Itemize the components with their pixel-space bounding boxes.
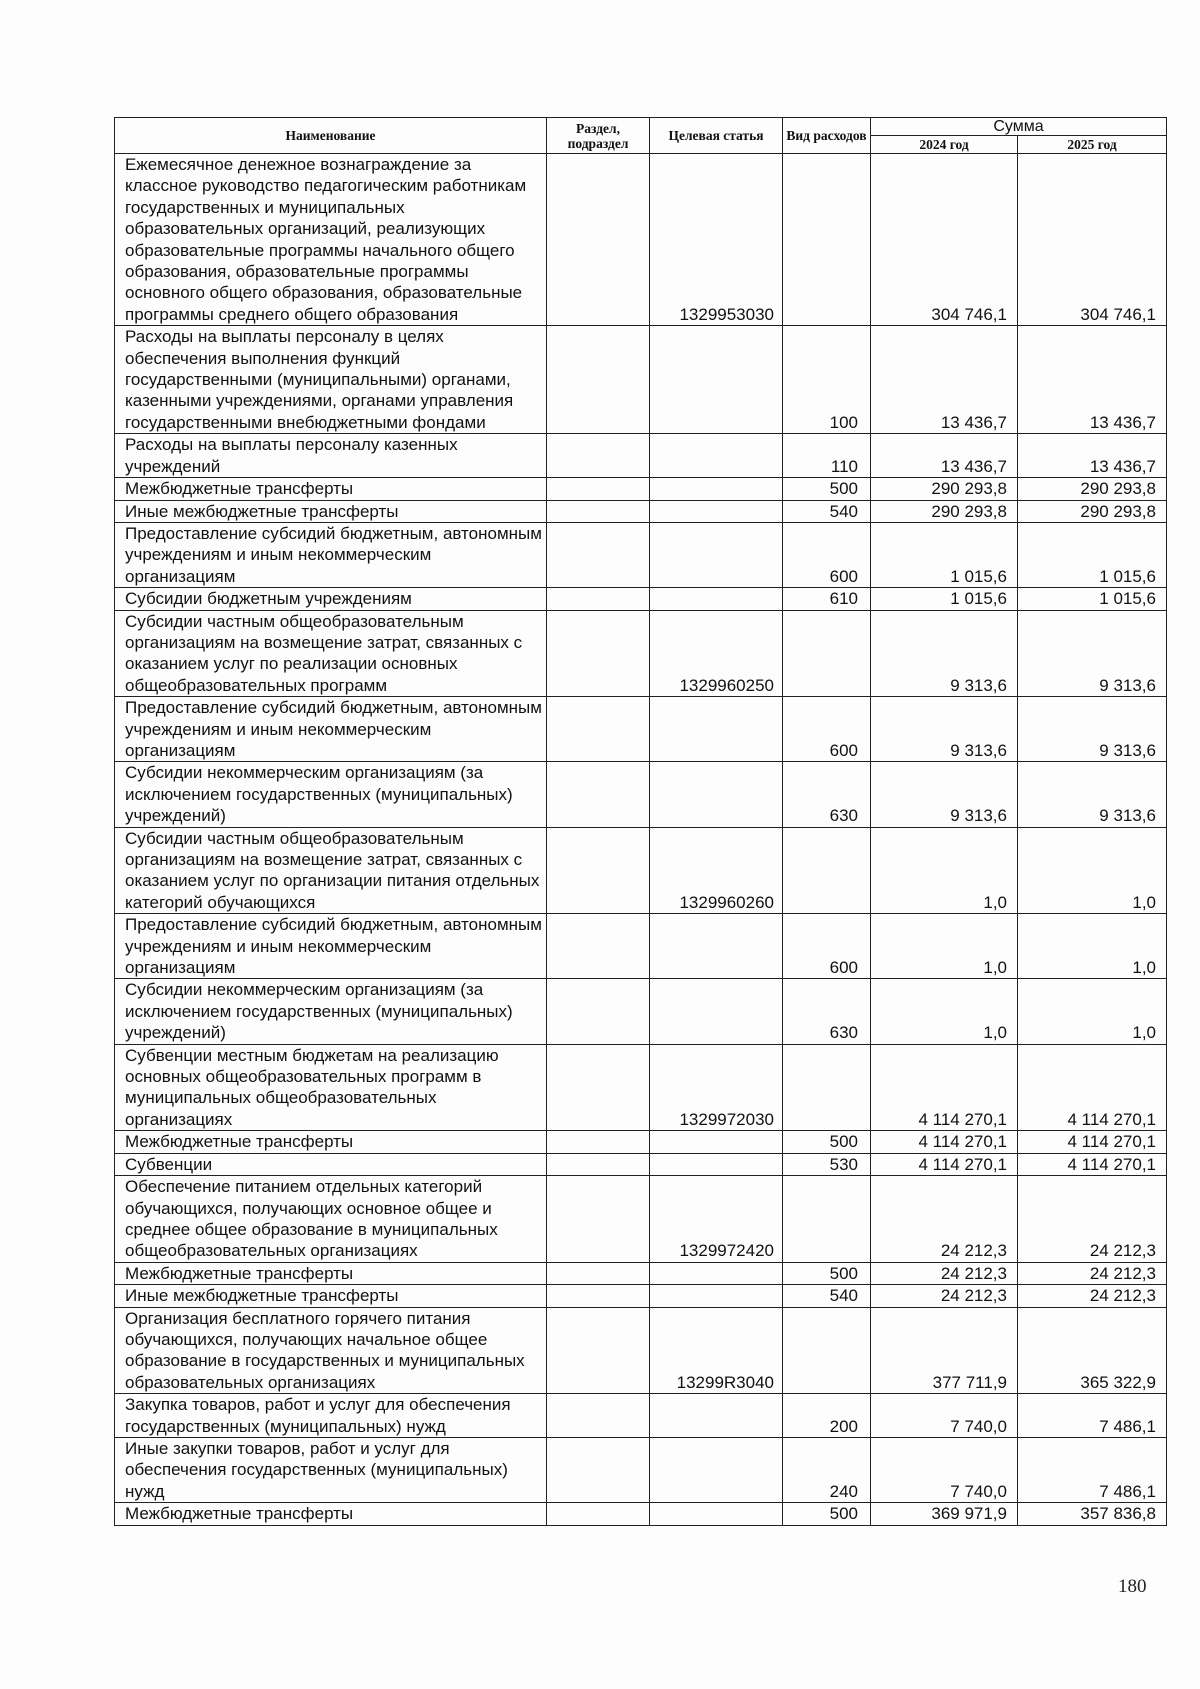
name-cell: Ежемесячное денежное вознаграждение за классное руководство педагогическим работникам государственных и муниципальных образовательных организаций, реализующих образовательные программы начального общего образования, образовательные программы основного общего образования, образовательные программы среднего общего образования [115, 154, 547, 326]
name-cell: Субсидии бюджетным учреждениям [115, 588, 547, 610]
razdel-cell [547, 522, 650, 587]
amount-2024-cell: 1,0 [871, 979, 1018, 1044]
name-cell: Организация бесплатного горячего питания обучающихся, получающих начальное общее образование в государственных и муниципальных образовательных организациях [115, 1307, 547, 1394]
celevaya-cell: 13299R3040 [650, 1307, 783, 1394]
razdel-cell [547, 979, 650, 1044]
amount-2025-cell: 24 212,3 [1018, 1262, 1167, 1284]
table-row [115, 914, 1167, 979]
vid-cell [783, 1044, 871, 1131]
razdel-cell [547, 1503, 650, 1525]
razdel-cell [547, 1285, 650, 1307]
table-row [115, 1437, 1167, 1502]
amount-2024-cell: 290 293,8 [871, 478, 1018, 500]
amount-2024-cell: 7 740,0 [871, 1437, 1018, 1502]
name-cell: Межбюджетные трансферты [115, 1262, 547, 1284]
table-row [115, 522, 1167, 587]
razdel-cell [547, 478, 650, 500]
name-cell: Иные закупки товаров, работ и услуг для обеспечения государственных (муниципальных) нужд [115, 1437, 547, 1502]
table-row [115, 1176, 1167, 1263]
name-cell: Расходы на выплаты персоналу казенных учреждений [115, 434, 547, 478]
amount-2025-cell: 1 015,6 [1018, 588, 1167, 610]
vid-cell [783, 154, 871, 326]
vid-cell: 630 [783, 979, 871, 1044]
vid-cell: 500 [783, 1262, 871, 1284]
name-cell: Предоставление субсидий бюджетным, автономным учреждениям и иным некоммерческим организациям [115, 522, 547, 587]
vid-cell: 200 [783, 1394, 871, 1438]
name-cell: Субвенции [115, 1153, 547, 1175]
table-row [115, 1153, 1167, 1175]
table-row [115, 326, 1167, 434]
amount-2025-cell: 9 313,6 [1018, 762, 1167, 827]
celevaya-cell [650, 1503, 783, 1525]
name-cell: Межбюджетные трансферты [115, 478, 547, 500]
razdel-cell [547, 434, 650, 478]
name-cell: Иные межбюджетные трансферты [115, 1285, 547, 1307]
amount-2024-cell: 9 313,6 [871, 610, 1018, 697]
name-cell: Межбюджетные трансферты [115, 1131, 547, 1153]
amount-2025-cell: 290 293,8 [1018, 478, 1167, 500]
vid-cell: 540 [783, 500, 871, 522]
amount-2024-cell: 304 746,1 [871, 154, 1018, 326]
amount-2024-cell: 7 740,0 [871, 1394, 1018, 1438]
celevaya-cell [650, 1153, 783, 1175]
name-cell: Закупка товаров, работ и услуг для обеспечения государственных (муниципальных) нужд [115, 1394, 547, 1438]
amount-2025-cell: 13 436,7 [1018, 326, 1167, 434]
razdel-cell [547, 1131, 650, 1153]
razdel-cell [547, 1307, 650, 1394]
table-row [115, 762, 1167, 827]
amount-2025-cell: 4 114 270,1 [1018, 1044, 1167, 1131]
amount-2025-cell: 7 486,1 [1018, 1394, 1167, 1438]
name-cell: Обеспечение питанием отдельных категорий обучающихся, получающих основное общее и среднее общее образование в муниципальных общеобразовательных организациях [115, 1176, 547, 1263]
amount-2024-cell: 4 114 270,1 [871, 1153, 1018, 1175]
name-cell: Расходы на выплаты персоналу в целях обеспечения выполнения функций государственными (муниципальными) органами, казенными учреждениями, органами управления государственными внебюджетными фондами [115, 326, 547, 434]
celevaya-cell [650, 1262, 783, 1284]
vid-cell [783, 827, 871, 914]
celevaya-cell: 1329960260 [650, 827, 783, 914]
razdel-cell [547, 588, 650, 610]
celevaya-cell: 1329972420 [650, 1176, 783, 1263]
celevaya-cell: 1329972030 [650, 1044, 783, 1131]
celevaya-cell: 1329960250 [650, 610, 783, 697]
amount-2024-cell: 1 015,6 [871, 588, 1018, 610]
name-cell: Субсидии частным общеобразовательным организациям на возмещение затрат, связанных с оказанием услуг по реализации основных общеобразовательных программ [115, 610, 547, 697]
header-vid: Вид расходов [783, 118, 871, 154]
razdel-cell [547, 610, 650, 697]
amount-2025-cell: 1,0 [1018, 979, 1167, 1044]
amount-2025-cell: 7 486,1 [1018, 1437, 1167, 1502]
celevaya-cell [650, 979, 783, 1044]
vid-cell: 540 [783, 1285, 871, 1307]
table-row [115, 979, 1167, 1044]
table-header [115, 118, 1167, 154]
razdel-cell [547, 1044, 650, 1131]
table-row [115, 1394, 1167, 1438]
vid-cell: 600 [783, 522, 871, 587]
celevaya-cell [650, 914, 783, 979]
razdel-cell [547, 1394, 650, 1438]
razdel-cell [547, 1262, 650, 1284]
celevaya-cell [650, 478, 783, 500]
amount-2025-cell: 1 015,6 [1018, 522, 1167, 587]
razdel-cell [547, 1153, 650, 1175]
celevaya-cell [650, 1394, 783, 1438]
vid-cell [783, 610, 871, 697]
vid-cell: 610 [783, 588, 871, 610]
vid-cell: 530 [783, 1153, 871, 1175]
amount-2025-cell: 1,0 [1018, 914, 1167, 979]
vid-cell: 600 [783, 697, 871, 762]
table-row [115, 478, 1167, 500]
amount-2025-cell: 357 836,8 [1018, 1503, 1167, 1525]
amount-2024-cell: 13 436,7 [871, 326, 1018, 434]
header-year-2024: 2024 год [871, 136, 1018, 154]
name-cell: Субсидии частным общеобразовательным организациям на возмещение затрат, связанных с оказанием услуг по организации питания отдельных категорий обучающихся [115, 827, 547, 914]
table-row [115, 1285, 1167, 1307]
amount-2025-cell: 24 212,3 [1018, 1176, 1167, 1263]
amount-2024-cell: 377 711,9 [871, 1307, 1018, 1394]
table-row [115, 827, 1167, 914]
razdel-cell [547, 697, 650, 762]
razdel-cell [547, 154, 650, 326]
name-cell: Субсидии некоммерческим организациям (за исключением государственных (муниципальных) учреждений) [115, 762, 547, 827]
table-body [115, 154, 1167, 1526]
celevaya-cell [650, 762, 783, 827]
vid-cell: 500 [783, 1503, 871, 1525]
vid-cell: 500 [783, 478, 871, 500]
amount-2025-cell: 4 114 270,1 [1018, 1131, 1167, 1153]
amount-2024-cell: 4 114 270,1 [871, 1131, 1018, 1153]
table-row [115, 610, 1167, 697]
celevaya-cell [650, 500, 783, 522]
header-year-2025: 2025 год [1018, 136, 1167, 154]
celevaya-cell [650, 326, 783, 434]
amount-2025-cell: 4 114 270,1 [1018, 1153, 1167, 1175]
table-row [115, 697, 1167, 762]
vid-cell: 110 [783, 434, 871, 478]
budget-table [114, 117, 1167, 1526]
amount-2024-cell: 290 293,8 [871, 500, 1018, 522]
amount-2024-cell: 24 212,3 [871, 1285, 1018, 1307]
razdel-cell [547, 827, 650, 914]
name-cell: Межбюджетные трансферты [115, 1503, 547, 1525]
header-summa: Сумма [871, 118, 1167, 136]
name-cell: Иные межбюджетные трансферты [115, 500, 547, 522]
header-razdel: Раздел, подраздел [547, 118, 650, 154]
amount-2024-cell: 13 436,7 [871, 434, 1018, 478]
celevaya-cell [650, 522, 783, 587]
page-number: 180 [1118, 1576, 1147, 1597]
amount-2025-cell: 1,0 [1018, 827, 1167, 914]
header-celevaya: Целевая статья [650, 118, 783, 154]
razdel-cell [547, 914, 650, 979]
amount-2024-cell: 1,0 [871, 914, 1018, 979]
amount-2024-cell: 369 971,9 [871, 1503, 1018, 1525]
amount-2025-cell: 304 746,1 [1018, 154, 1167, 326]
name-cell: Предоставление субсидий бюджетным, автономным учреждениям и иным некоммерческим организациям [115, 914, 547, 979]
name-cell: Субсидии некоммерческим организациям (за исключением государственных (муниципальных) учреждений) [115, 979, 547, 1044]
vid-cell [783, 1176, 871, 1263]
razdel-cell [547, 326, 650, 434]
celevaya-cell [650, 697, 783, 762]
celevaya-cell [650, 1285, 783, 1307]
razdel-cell [547, 762, 650, 827]
razdel-cell [547, 1176, 650, 1263]
table-row [115, 434, 1167, 478]
name-cell: Предоставление субсидий бюджетным, автономным учреждениям и иным некоммерческим организациям [115, 697, 547, 762]
table-row [115, 1131, 1167, 1153]
table-row [115, 1262, 1167, 1284]
amount-2024-cell: 4 114 270,1 [871, 1044, 1018, 1131]
celevaya-cell [650, 1437, 783, 1502]
amount-2025-cell: 365 322,9 [1018, 1307, 1167, 1394]
amount-2025-cell: 13 436,7 [1018, 434, 1167, 478]
table-row [115, 588, 1167, 610]
table-row [115, 1044, 1167, 1131]
razdel-cell [547, 500, 650, 522]
razdel-cell [547, 1437, 650, 1502]
vid-cell: 240 [783, 1437, 871, 1502]
table-row [115, 1307, 1167, 1394]
amount-2024-cell: 1,0 [871, 827, 1018, 914]
header-name: Наименование [115, 118, 547, 154]
amount-2025-cell: 24 212,3 [1018, 1285, 1167, 1307]
celevaya-cell [650, 588, 783, 610]
table-row [115, 154, 1167, 326]
vid-cell [783, 1307, 871, 1394]
amount-2024-cell: 9 313,6 [871, 762, 1018, 827]
amount-2024-cell: 24 212,3 [871, 1176, 1018, 1263]
celevaya-cell: 1329953030 [650, 154, 783, 326]
vid-cell: 630 [783, 762, 871, 827]
amount-2024-cell: 24 212,3 [871, 1262, 1018, 1284]
vid-cell: 600 [783, 914, 871, 979]
name-cell: Субвенции местным бюджетам на реализацию основных общеобразовательных программ в муниципальных общеобразовательных организациях [115, 1044, 547, 1131]
celevaya-cell [650, 1131, 783, 1153]
vid-cell: 500 [783, 1131, 871, 1153]
vid-cell: 100 [783, 326, 871, 434]
amount-2025-cell: 9 313,6 [1018, 697, 1167, 762]
amount-2024-cell: 9 313,6 [871, 697, 1018, 762]
table-row [115, 1503, 1167, 1525]
amount-2025-cell: 290 293,8 [1018, 500, 1167, 522]
celevaya-cell [650, 434, 783, 478]
amount-2025-cell: 9 313,6 [1018, 610, 1167, 697]
table-row [115, 500, 1167, 522]
amount-2024-cell: 1 015,6 [871, 522, 1018, 587]
